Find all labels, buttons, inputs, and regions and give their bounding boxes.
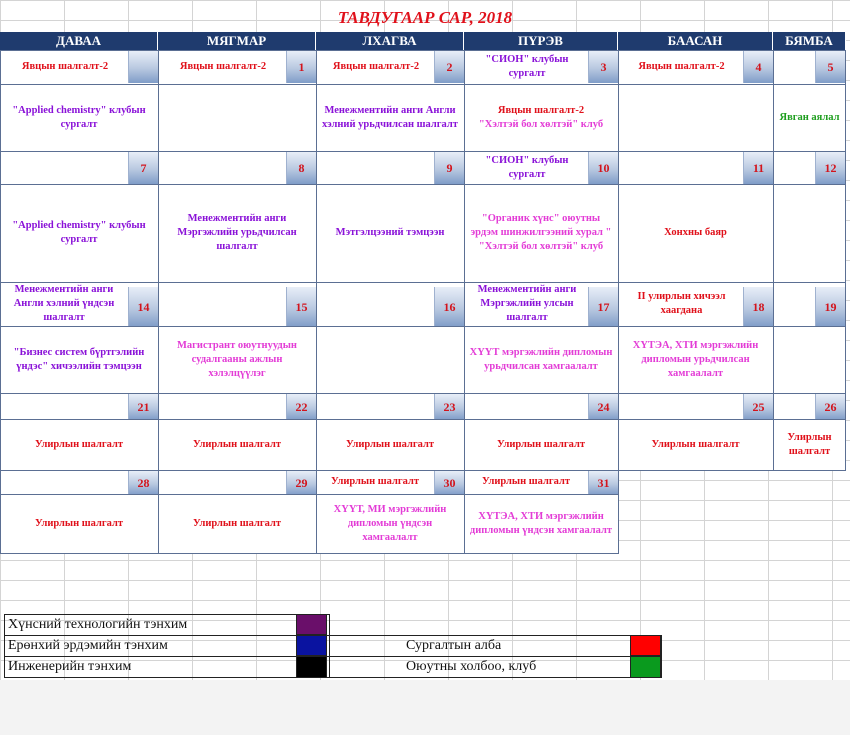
legend-swatch bbox=[296, 614, 327, 635]
event-text: Мэтгэлцээний тэмцээн bbox=[335, 227, 445, 238]
legend-label: Оюутны холбоо, клуб bbox=[406, 659, 537, 674]
legend-row bbox=[330, 635, 662, 656]
day-number: 7 bbox=[128, 152, 158, 184]
event-text: ХҮТЭА, ХТИ мэргэжлийн дипломын үндсэн хамгаалалт bbox=[469, 510, 613, 536]
event-text: Улирлын шалгалт bbox=[345, 438, 435, 450]
day-number: 10 bbox=[588, 152, 618, 184]
day-cell[interactable] bbox=[316, 282, 465, 394]
weekday-monday: ДАВАА bbox=[0, 32, 158, 50]
event-text: Улирлын шалгалт bbox=[34, 438, 124, 450]
event-text: ХҮТЭА, ХТИ мэргэжлийн дипломын урьдчилсан хамгаалалт bbox=[632, 339, 759, 379]
event-text: Улирлын шалгалт bbox=[34, 517, 124, 529]
legend-label: Сургалтын алба bbox=[406, 638, 502, 653]
day-number: 29 bbox=[286, 471, 316, 495]
legend-label: Инженерийн тэнхим bbox=[8, 659, 132, 674]
day-number: 31 bbox=[588, 471, 618, 495]
event-group bbox=[464, 84, 618, 151]
day-cell[interactable] bbox=[773, 282, 846, 394]
event-text: II улирлын хичээл хаагдана bbox=[637, 291, 726, 316]
legend-row bbox=[4, 614, 330, 635]
legend-label: Ерөнхий эрдэмийн тэнхим bbox=[8, 638, 168, 653]
day-number: 25 bbox=[743, 394, 773, 420]
weekday-thursday: ПҮРЭВ bbox=[464, 32, 618, 50]
day-number: 9 bbox=[434, 152, 464, 184]
event-text: Менежментийн анги Мэргэжлийн урьдчилсан шалгалт bbox=[177, 213, 297, 252]
day-number: 12 bbox=[815, 152, 845, 184]
calendar-title: ТАВДУГААР САР, 2018 bbox=[337, 8, 513, 27]
legend-row bbox=[330, 656, 662, 678]
event-text: "Бизнес систем бүртгэлийн үндэс" хичээлийн тэмцээн bbox=[13, 346, 145, 372]
legend bbox=[4, 614, 662, 678]
event-text: Улирлын шалгалт bbox=[651, 438, 740, 450]
event-text: Менежментийн анги Англи хэлний үндсэн шалгалт bbox=[13, 284, 115, 323]
legend-swatch bbox=[296, 656, 327, 678]
event-text: "Applied chemistry" клубын сургалт bbox=[12, 220, 146, 245]
event-group bbox=[464, 184, 618, 282]
event-text: Явган аялал bbox=[779, 111, 840, 123]
event-text: ХҮҮТ, МИ мэргэжлийн дипломын үндсэн хамгаалалт bbox=[333, 503, 447, 543]
event-text: Явцын шалгалт-2 bbox=[638, 61, 725, 72]
sheet-empty-area bbox=[0, 680, 850, 735]
day-number bbox=[128, 51, 158, 83]
day-number: 28 bbox=[128, 471, 158, 495]
legend-row bbox=[4, 656, 330, 678]
day-number: 5 bbox=[815, 51, 845, 83]
event-text: "Хэлтэй бол хөлтэй" клуб bbox=[478, 118, 604, 130]
event-text: Хонхны баяр bbox=[664, 227, 727, 238]
day-number: 22 bbox=[286, 394, 316, 420]
event-text: Явцын шалгалт-2 bbox=[179, 61, 267, 72]
legend-swatch bbox=[296, 635, 327, 656]
legend-label: Хүнсний технологийн тэнхим bbox=[8, 617, 188, 632]
event-text: Менежментийн анги Мэргэжлийн улсын шалгалт bbox=[477, 284, 577, 323]
weekday-saturday: БЯМБА bbox=[773, 32, 846, 50]
event-text: Улирлын шалгалт bbox=[192, 438, 282, 450]
event-text: Явцын шалгалт-2 bbox=[21, 61, 109, 72]
day-number: 24 bbox=[588, 394, 618, 420]
weekday-friday: БААСАН bbox=[618, 32, 773, 50]
day-number: 30 bbox=[434, 471, 464, 495]
event-text: "Органик хүнс" оюутны эрдэм шинжилгээний хурал " bbox=[470, 213, 612, 238]
day-number: 3 bbox=[588, 51, 618, 83]
day-number: 2 bbox=[434, 51, 464, 83]
event-text: "СИОН" клубын сургалт bbox=[485, 54, 569, 79]
event-text: Улирлын шалгалт bbox=[330, 476, 420, 487]
event-text: Явцын шалгалт-2 bbox=[497, 104, 585, 116]
day-number: 23 bbox=[434, 394, 464, 420]
day-number: 4 bbox=[743, 51, 773, 83]
legend-swatch bbox=[630, 635, 661, 656]
day-number: 21 bbox=[128, 394, 158, 420]
day-number: 14 bbox=[128, 287, 158, 327]
event-text: "СИОН" клубын сургалт bbox=[485, 154, 569, 180]
event-text: "Applied chemistry" клубын сургалт bbox=[12, 104, 146, 130]
event-text: Магистрант оюутнуудын судалгааны ажлын хэлэлцүүлэг bbox=[177, 339, 297, 379]
event-text: Улирлын шалгалт bbox=[787, 431, 832, 457]
event-text: ХҮҮТ мэргэжлийн дипломын урьдчилсан хамгаалалт bbox=[469, 346, 613, 372]
day-number: 26 bbox=[815, 394, 845, 420]
day-number: 17 bbox=[588, 287, 618, 327]
day-cell[interactable] bbox=[773, 151, 846, 283]
event-text: Улирлын шалгалт bbox=[192, 517, 282, 529]
legend-swatch bbox=[630, 656, 661, 678]
day-number: 16 bbox=[434, 287, 464, 327]
day-number: 1 bbox=[286, 51, 316, 83]
day-number: 15 bbox=[286, 287, 316, 327]
event-text: Явцын шалгалт-2 bbox=[332, 61, 420, 72]
legend-row bbox=[4, 635, 330, 656]
day-number: 19 bbox=[815, 287, 845, 327]
event-text: Улирлын шалгалт bbox=[496, 438, 586, 450]
weekday-wednesday: ЛХАГВА bbox=[316, 32, 464, 50]
day-number: 8 bbox=[286, 152, 316, 184]
event-text: Улирлын шалгалт bbox=[481, 476, 571, 487]
event-text: Менежментийн анги Англи хэлний урьдчилсан шалгалт bbox=[322, 104, 458, 130]
weekday-tuesday: МЯГМАР bbox=[158, 32, 316, 50]
event-text: "Хэлтэй бол хөлтэй" клуб bbox=[478, 241, 604, 252]
day-number: 18 bbox=[743, 287, 773, 327]
day-number: 11 bbox=[743, 152, 773, 184]
